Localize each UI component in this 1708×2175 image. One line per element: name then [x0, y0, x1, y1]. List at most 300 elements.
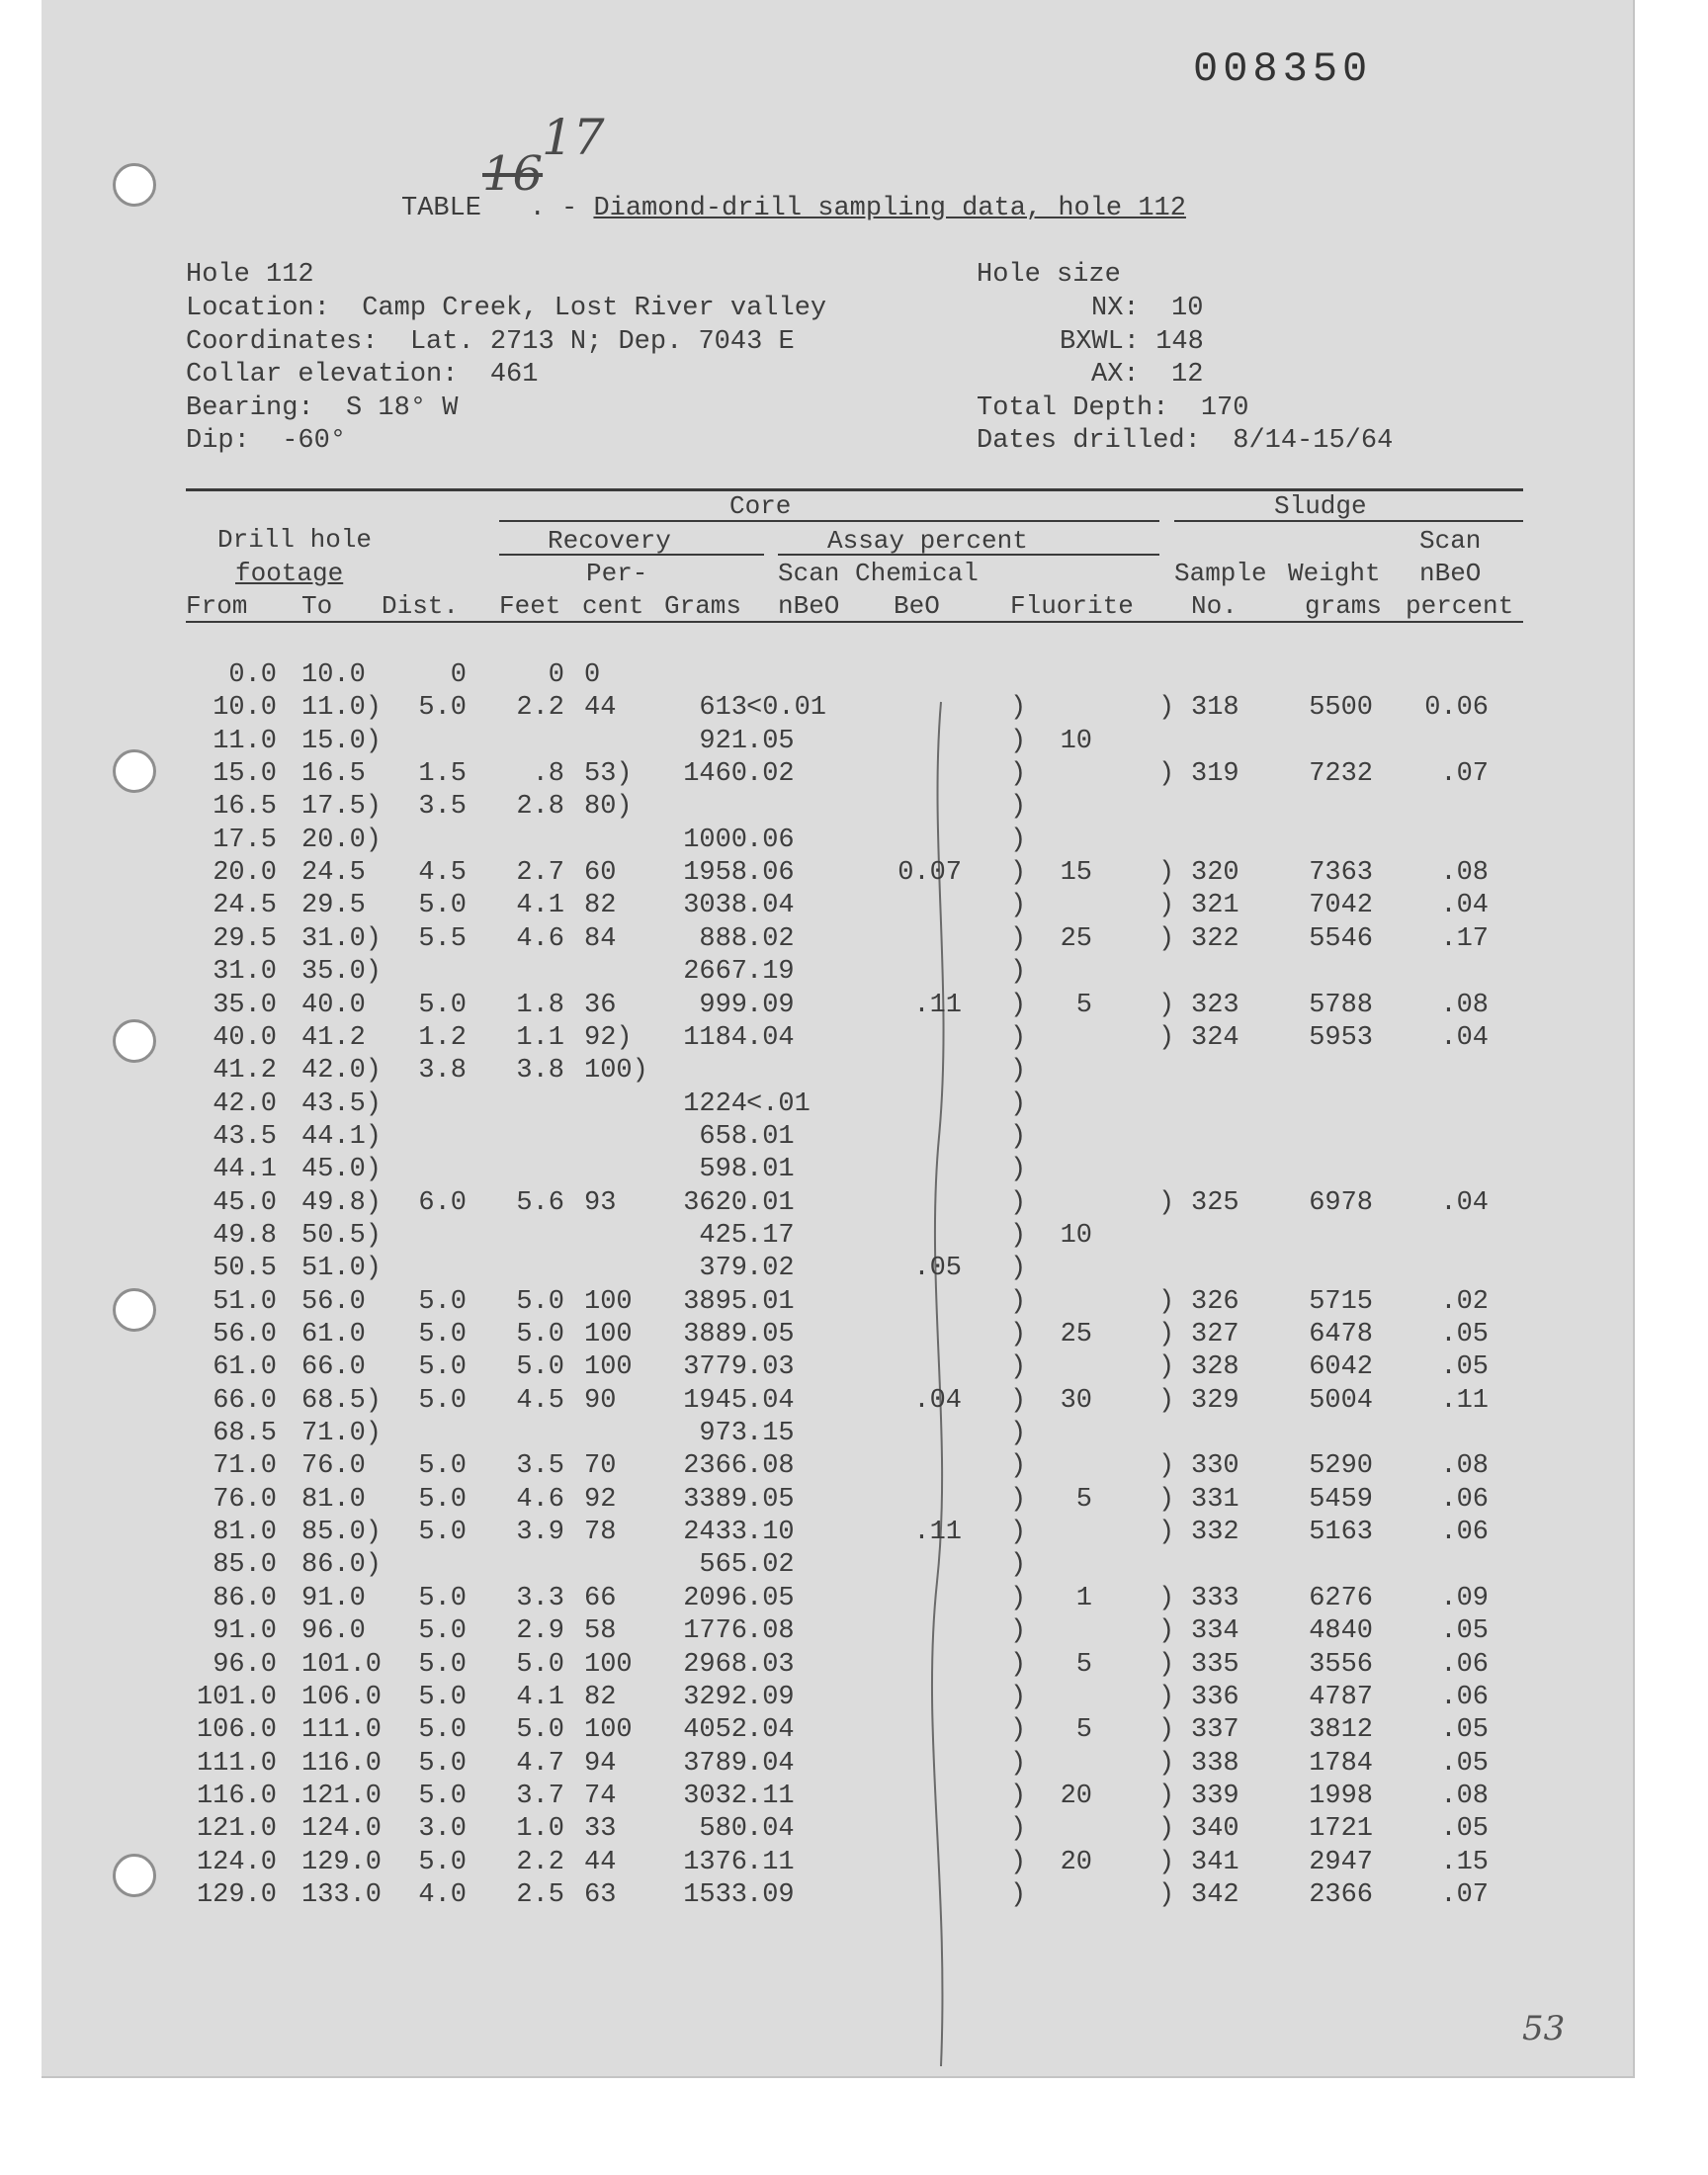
- cell-pct: 94: [584, 1748, 617, 1779]
- cell-feet: 1.1: [516, 1022, 564, 1053]
- cell-sno: 332: [1191, 1518, 1239, 1548]
- cell-feet: 3.5: [516, 1451, 564, 1482]
- sludge-bracket-mark: ): [1158, 858, 1175, 889]
- core-bracket-mark: ): [1010, 858, 1027, 889]
- cell-feet: 4.6: [516, 923, 564, 954]
- cell-grams: 598: [699, 1155, 747, 1185]
- cell-from: 16.5: [213, 792, 277, 823]
- cell-fl: 1: [1075, 1583, 1092, 1613]
- cell-grams: 658: [699, 1121, 747, 1152]
- cell-grams: 1776: [683, 1616, 747, 1647]
- table-row: [0, 891, 1708, 924]
- cell-to: 61.0: [301, 1320, 366, 1349]
- cell-dist: 5.5: [418, 923, 467, 954]
- header-dist: Dist.: [382, 591, 460, 621]
- cell-from: 49.8: [213, 1220, 277, 1251]
- header-footage: footage: [235, 559, 344, 588]
- cell-snbeo: .15: [1440, 1847, 1489, 1877]
- core-bracket-mark: ): [1010, 1682, 1027, 1712]
- cell-feet: 2.2: [516, 693, 564, 724]
- core-bracket-mark: ): [1010, 1847, 1027, 1877]
- header-no: No.: [1191, 591, 1238, 621]
- cell-snbeo: .08: [1440, 858, 1489, 889]
- cell-scan: .02: [746, 923, 795, 954]
- cell-grams: 565: [699, 1550, 747, 1581]
- cell-dist: 5.0: [418, 1583, 467, 1613]
- cell-wt: 5163: [1309, 1518, 1373, 1548]
- core-bracket-mark: ): [1010, 1056, 1027, 1087]
- cell-scan: .05: [746, 1484, 795, 1515]
- cell-grams: 4052: [683, 1715, 747, 1746]
- header-drill-hole: Drill hole: [217, 525, 373, 555]
- cell-to: 124.0: [301, 1814, 383, 1845]
- table-row: [0, 693, 1708, 727]
- cell-dist: 5.0: [418, 891, 467, 921]
- cell-to: 111.0: [301, 1715, 383, 1746]
- cell-snbeo: .09: [1440, 1583, 1489, 1613]
- cell-grams: 425: [699, 1220, 747, 1251]
- header-assay-percent: Assay percent: [827, 526, 1028, 556]
- core-bracket-mark: ): [1010, 1781, 1027, 1811]
- cell-pct: 44: [584, 1847, 617, 1877]
- table-row: [0, 1683, 1708, 1716]
- cell-scan: .02: [746, 759, 795, 790]
- meta-dip: Dip: -60°: [186, 426, 347, 456]
- header-sample: Sample: [1174, 559, 1267, 588]
- core-bracket-mark: ): [1010, 1616, 1027, 1647]
- cell-from: 111.0: [196, 1748, 277, 1779]
- cell-to: 133.0: [301, 1879, 383, 1910]
- cell-grams: 3032: [683, 1781, 747, 1811]
- cell-pct: 100: [584, 1715, 633, 1746]
- cell-grams: 3789: [683, 1748, 747, 1779]
- table-row: [0, 1188, 1708, 1222]
- cell-from: 45.0: [213, 1187, 277, 1218]
- cell-feet: .8: [532, 759, 564, 790]
- struck-table-number: 16: [482, 146, 544, 202]
- sludge-bracket-mark: ): [1158, 759, 1175, 790]
- cell-grams: 580: [699, 1814, 747, 1845]
- table-row: [0, 1814, 1708, 1848]
- cell-feet: 0: [548, 660, 564, 690]
- cell-from: 116.0: [196, 1781, 277, 1811]
- core-bracket-mark: ): [1010, 1385, 1027, 1416]
- sludge-bracket-mark: ): [1158, 1682, 1175, 1712]
- cell-sno: 335: [1191, 1649, 1239, 1680]
- cell-sno: 341: [1191, 1847, 1239, 1877]
- cell-pct: 74: [584, 1781, 617, 1811]
- cell-feet: 4.6: [516, 1484, 564, 1515]
- binder-hole: [113, 163, 156, 207]
- cell-sno: 318: [1191, 693, 1239, 724]
- header-feet: Feet: [499, 591, 561, 621]
- cell-pct: 100: [584, 1649, 633, 1680]
- core-bracket-mark: ): [1010, 923, 1027, 954]
- cell-to: 16.5: [301, 759, 366, 790]
- cell-scan: .15: [746, 1419, 795, 1449]
- table-row: [0, 792, 1708, 826]
- cell-pct: 63: [584, 1879, 617, 1910]
- cell-scan: .01: [746, 1121, 795, 1152]
- sludge-bracket-mark: ): [1158, 1583, 1175, 1613]
- cell-grams: 1376: [683, 1847, 747, 1877]
- cell-wt: 5459: [1309, 1484, 1373, 1515]
- cell-snbeo: .04: [1440, 1022, 1489, 1053]
- core-bracket-mark: ): [1010, 1320, 1027, 1349]
- cell-to: 24.5: [301, 858, 366, 889]
- cell-wt: 5500: [1309, 693, 1373, 724]
- core-bracket-mark: ): [1010, 693, 1027, 724]
- cell-sno: 326: [1191, 1286, 1239, 1317]
- cell-feet: 5.0: [516, 1286, 564, 1317]
- meta-bearing: Bearing: S 18° W: [186, 393, 459, 423]
- table-row: [0, 858, 1708, 892]
- meta-total-depth: Total Depth: 170: [977, 393, 1249, 423]
- header-bottom-rule: [186, 621, 1523, 623]
- cell-feet: 2.8: [516, 792, 564, 823]
- cell-from: 56.0: [213, 1320, 277, 1349]
- cell-grams: 3389: [683, 1484, 747, 1515]
- cell-dist: 5.0: [418, 1847, 467, 1877]
- cell-sno: 320: [1191, 858, 1239, 889]
- cell-grams: 3895: [683, 1286, 747, 1317]
- cell-to: 101.0: [301, 1649, 383, 1680]
- cell-grams: 1184: [683, 1022, 747, 1053]
- table-row: [0, 660, 1708, 694]
- cell-from: 68.5: [213, 1419, 277, 1449]
- cell-grams: 3779: [683, 1352, 747, 1383]
- sludge-bracket-mark: ): [1158, 1352, 1175, 1383]
- cell-from: 96.0: [213, 1649, 277, 1680]
- cell-from: 35.0: [213, 990, 277, 1020]
- cell-feet: 5.0: [516, 1715, 564, 1746]
- cell-dist: 3.5: [418, 792, 467, 823]
- core-bracket-mark: ): [1010, 1187, 1027, 1218]
- cell-sno: 327: [1191, 1320, 1239, 1349]
- table-row: [0, 1089, 1708, 1123]
- cell-pct: 82: [584, 1682, 617, 1712]
- cell-from: 15.0: [213, 759, 277, 790]
- core-rule: [499, 520, 1159, 522]
- cell-fl: 5: [1075, 1715, 1092, 1746]
- cell-wt: 7363: [1309, 858, 1373, 889]
- cell-scan: <0.01: [746, 693, 827, 724]
- cell-dist: 5.0: [418, 990, 467, 1020]
- cell-wt: 1784: [1309, 1748, 1373, 1779]
- cell-to: 41.2: [301, 1022, 366, 1053]
- cell-feet: 5.0: [516, 1320, 564, 1349]
- cell-scan: .04: [746, 1385, 795, 1416]
- sludge-bracket-mark: ): [1158, 1814, 1175, 1845]
- header-cent: cent: [582, 591, 644, 621]
- core-bracket-mark: ): [1010, 1254, 1027, 1284]
- cell-from: 40.0: [213, 1022, 277, 1053]
- cell-from: 31.0: [213, 957, 277, 988]
- header-weight: Weight: [1288, 559, 1381, 588]
- cell-scan: .04: [746, 891, 795, 921]
- cell-snbeo: .04: [1440, 891, 1489, 921]
- sludge-bracket-mark: ): [1158, 1286, 1175, 1317]
- core-bracket-mark: ): [1010, 1583, 1027, 1613]
- cell-dist: 3.8: [418, 1056, 467, 1087]
- table-row: [0, 1584, 1708, 1617]
- cell-dist: 4.0: [418, 1879, 467, 1910]
- cell-scan: .09: [746, 1879, 795, 1910]
- cell-pct: 92: [584, 1484, 617, 1515]
- header-nbeo: nBeO: [1419, 559, 1482, 588]
- cell-to: 85.0): [301, 1518, 383, 1548]
- table-row: [0, 1650, 1708, 1684]
- cell-pct: 60: [584, 858, 617, 889]
- cell-snbeo: .05: [1440, 1748, 1489, 1779]
- core-bracket-mark: ): [1010, 1715, 1027, 1746]
- core-bracket-mark: ): [1010, 1155, 1027, 1185]
- cell-grams: 2968: [683, 1649, 747, 1680]
- meta-coordinates: Coordinates: Lat. 2713 N; Dep. 7043 E: [186, 327, 795, 357]
- cell-to: 66.0: [301, 1352, 366, 1383]
- cell-from: 121.0: [196, 1814, 277, 1845]
- cell-dist: 5.0: [418, 1352, 467, 1383]
- cell-chem: .11: [913, 990, 962, 1020]
- cell-grams: 1533: [683, 1879, 747, 1910]
- cell-from: 29.5: [213, 923, 277, 954]
- cell-fl: 20: [1060, 1781, 1092, 1811]
- cell-sno: 337: [1191, 1715, 1239, 1746]
- cell-snbeo: .06: [1440, 1682, 1489, 1712]
- cell-from: 11.0: [213, 726, 277, 756]
- table-row: [0, 1715, 1708, 1749]
- cell-snbeo: .07: [1440, 1879, 1489, 1910]
- cell-feet: 2.9: [516, 1616, 564, 1647]
- table-title-text: Diamond-drill sampling data, hole 112: [593, 194, 1186, 223]
- meta-collar-elevation: Collar elevation: 461: [186, 360, 539, 390]
- cell-scan: .19: [746, 957, 795, 988]
- cell-pct: 80): [584, 792, 633, 823]
- table-row: [0, 1155, 1708, 1188]
- cell-to: 129.0: [301, 1847, 383, 1877]
- cell-fl: 30: [1060, 1385, 1092, 1416]
- cell-wt: 3812: [1309, 1715, 1373, 1746]
- cell-to: 17.5): [301, 792, 383, 823]
- cell-pct: 100: [584, 1352, 633, 1383]
- cell-fl: 10: [1060, 726, 1092, 756]
- meta-nx: NX: 10: [1091, 294, 1204, 323]
- cell-pct: 44: [584, 693, 617, 724]
- cell-grams: 613: [699, 693, 747, 724]
- cell-feet: 4.5: [516, 1385, 564, 1416]
- document-number: 008350: [1193, 45, 1373, 93]
- table-row: [0, 924, 1708, 958]
- table-row: [0, 1749, 1708, 1783]
- cell-feet: 2.2: [516, 1847, 564, 1877]
- sludge-bracket-mark: ): [1158, 891, 1175, 921]
- meta-bxwl: BXWL: 148: [1060, 327, 1204, 357]
- cell-snbeo: .05: [1440, 1352, 1489, 1383]
- cell-pct: 36: [584, 990, 617, 1020]
- cell-dist: 5.0: [418, 1649, 467, 1680]
- cell-dist: 5.0: [418, 1518, 467, 1548]
- meta-ax: AX: 12: [1091, 360, 1204, 390]
- core-bracket-mark: ): [1010, 1748, 1027, 1779]
- cell-fl: 5: [1075, 1649, 1092, 1680]
- cell-pct: 90: [584, 1385, 617, 1416]
- cell-to: 76.0: [301, 1451, 366, 1482]
- cell-dist: 5.0: [418, 1748, 467, 1779]
- cell-sno: 340: [1191, 1814, 1239, 1845]
- cell-to: 42.0): [301, 1056, 383, 1087]
- cell-from: 71.0: [213, 1451, 277, 1482]
- cell-snbeo: .06: [1440, 1518, 1489, 1548]
- core-bracket-mark: ): [1010, 1286, 1027, 1317]
- cell-scan: .03: [746, 1649, 795, 1680]
- cell-sno: 319: [1191, 759, 1239, 790]
- header-scan-chemical: Scan Chemical: [778, 559, 979, 588]
- header-scan-nbeo: nBeO: [778, 591, 840, 621]
- cell-from: 24.5: [213, 891, 277, 921]
- cell-feet: 5.0: [516, 1649, 564, 1680]
- sludge-bracket-mark: ): [1158, 1518, 1175, 1548]
- cell-wt: 5953: [1309, 1022, 1373, 1053]
- core-bracket-mark: ): [1010, 1451, 1027, 1482]
- core-bracket-mark: ): [1010, 990, 1027, 1020]
- cell-wt: 2366: [1309, 1879, 1373, 1910]
- cell-scan: .09: [746, 1682, 795, 1712]
- cell-dist: 4.5: [418, 858, 467, 889]
- cell-grams: 2667: [683, 957, 747, 988]
- table-row: [0, 1386, 1708, 1420]
- table-row: [0, 1880, 1708, 1914]
- cell-fl: 10: [1060, 1220, 1092, 1251]
- cell-to: 81.0: [301, 1484, 366, 1515]
- cell-feet: 4.1: [516, 1682, 564, 1712]
- cell-feet: 3.7: [516, 1781, 564, 1811]
- cell-fl: 20: [1060, 1847, 1092, 1877]
- cell-dist: 5.0: [418, 1286, 467, 1317]
- header-recovery: Recovery: [548, 526, 671, 556]
- table-row: [0, 957, 1708, 991]
- header-core: Core: [729, 491, 792, 521]
- cell-grams: 973: [699, 1419, 747, 1449]
- cell-grams: 2366: [683, 1451, 747, 1482]
- cell-feet: 3.3: [516, 1583, 564, 1613]
- table-row: [0, 1485, 1708, 1519]
- cell-wt: 5004: [1309, 1385, 1373, 1416]
- core-bracket-mark: ): [1010, 726, 1027, 756]
- table-row: [0, 826, 1708, 859]
- cell-to: 56.0: [301, 1286, 366, 1317]
- cell-scan: .06: [746, 825, 795, 855]
- cell-from: 81.0: [213, 1518, 277, 1548]
- sludge-bracket-mark: ): [1158, 1385, 1175, 1416]
- meta-location: Location: Camp Creek, Lost River valley: [186, 294, 827, 323]
- core-bracket-mark: ): [1010, 1649, 1027, 1680]
- cell-snbeo: .07: [1440, 759, 1489, 790]
- cell-to: 45.0): [301, 1155, 383, 1185]
- cell-from: 86.0: [213, 1583, 277, 1613]
- table-row: [0, 991, 1708, 1024]
- cell-dist: 6.0: [418, 1187, 467, 1218]
- cell-grams: 1000: [683, 825, 747, 855]
- header-beo: BeO: [894, 591, 940, 621]
- table-row: [0, 1122, 1708, 1156]
- cell-from: 43.5: [213, 1121, 277, 1152]
- cell-pct: 92): [584, 1022, 633, 1053]
- sludge-bracket-mark: ): [1158, 1879, 1175, 1910]
- core-bracket-mark: ): [1010, 1088, 1027, 1119]
- core-bracket-mark: ): [1010, 957, 1027, 988]
- cell-pct: 100: [584, 1286, 633, 1317]
- core-bracket-mark: ): [1010, 1220, 1027, 1251]
- cell-pct: 78: [584, 1518, 617, 1548]
- table-row: [0, 1616, 1708, 1650]
- cell-to: 106.0: [301, 1682, 383, 1712]
- cell-scan: .01: [746, 1155, 795, 1185]
- cell-to: 20.0): [301, 825, 383, 855]
- cell-dist: 1.2: [418, 1022, 467, 1053]
- cell-grams: 999: [699, 990, 747, 1020]
- cell-scan: .01: [746, 1286, 795, 1317]
- cell-feet: 1.0: [516, 1814, 564, 1845]
- cell-pct: 66: [584, 1583, 617, 1613]
- cell-scan: .08: [746, 1451, 795, 1482]
- cell-scan: <.01: [746, 1088, 811, 1119]
- cell-from: 0.0: [228, 660, 277, 690]
- meta-dates-drilled: Dates drilled: 8/14-15/64: [977, 426, 1394, 456]
- cell-sno: 338: [1191, 1748, 1239, 1779]
- cell-sno: 342: [1191, 1879, 1239, 1910]
- cell-pct: 84: [584, 923, 617, 954]
- cell-scan: .05: [746, 726, 795, 756]
- cell-snbeo: .08: [1440, 1451, 1489, 1482]
- cell-snbeo: .05: [1440, 1814, 1489, 1845]
- cell-feet: 2.5: [516, 1879, 564, 1910]
- sludge-bracket-mark: ): [1158, 1616, 1175, 1647]
- cell-wt: 4787: [1309, 1682, 1373, 1712]
- cell-pct: 82: [584, 891, 617, 921]
- cell-from: 106.0: [196, 1715, 277, 1746]
- meta-hole-size: Hole size: [977, 260, 1121, 290]
- header-percent: percent: [1406, 591, 1514, 621]
- cell-feet: 4.1: [516, 891, 564, 921]
- cell-from: 61.0: [213, 1352, 277, 1383]
- cell-grams: 921: [699, 726, 747, 756]
- cell-from: 85.0: [213, 1550, 277, 1581]
- cell-dist: 5.0: [418, 1781, 467, 1811]
- table-row: [0, 1320, 1708, 1353]
- core-bracket-mark: ): [1010, 1352, 1027, 1383]
- cell-feet: 5.6: [516, 1187, 564, 1218]
- cell-from: 41.2: [213, 1056, 277, 1087]
- table-row: [0, 1848, 1708, 1881]
- cell-to: 116.0: [301, 1748, 383, 1779]
- cell-to: 96.0: [301, 1616, 366, 1647]
- cell-snbeo: .08: [1440, 990, 1489, 1020]
- cell-from: 51.0: [213, 1286, 277, 1317]
- cell-to: 31.0): [301, 923, 383, 954]
- cell-dist: 5.0: [418, 1385, 467, 1416]
- core-bracket-mark: ): [1010, 1484, 1027, 1515]
- cell-chem: .11: [913, 1518, 962, 1548]
- cell-pct: 70: [584, 1451, 617, 1482]
- header-fluorite: Fluorite: [1010, 591, 1134, 621]
- table-row: [0, 1287, 1708, 1321]
- cell-grams: 1224: [683, 1088, 747, 1119]
- cell-wt: 2947: [1309, 1847, 1373, 1877]
- header-per: Per-: [586, 559, 648, 588]
- cell-snbeo: .06: [1440, 1484, 1489, 1515]
- cell-sno: 339: [1191, 1781, 1239, 1811]
- cell-scan: .01: [746, 1187, 795, 1218]
